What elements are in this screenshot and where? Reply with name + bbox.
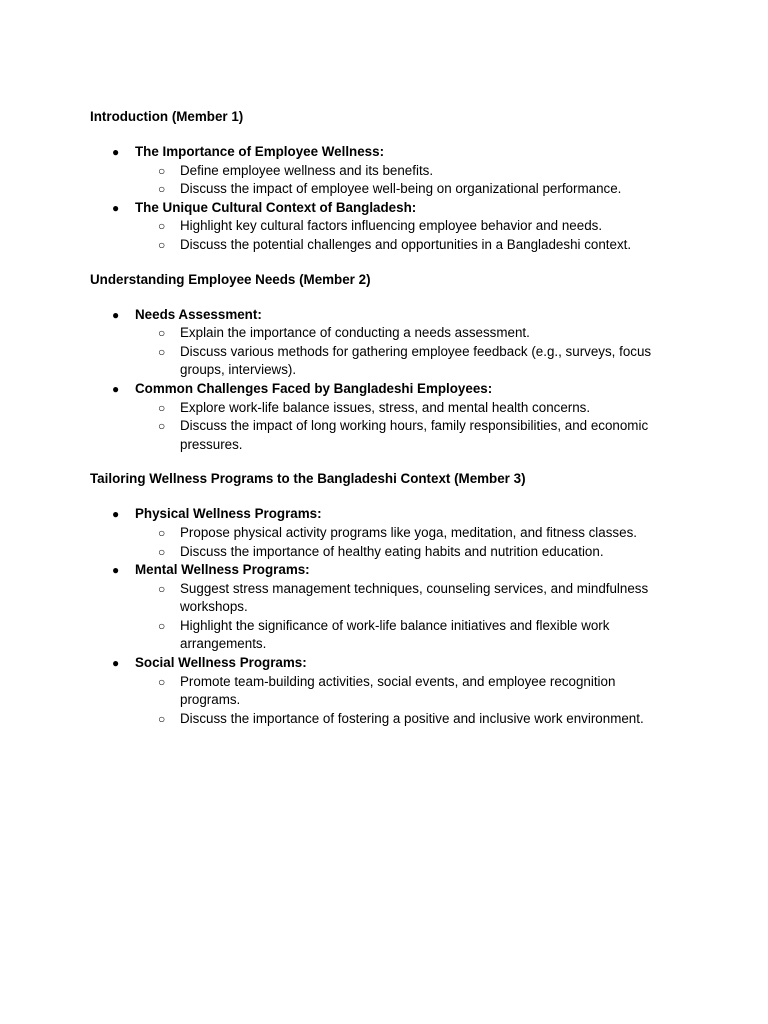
subtopic-text: Discuss the impact of employee well-being on organizational performance. [180, 181, 622, 197]
subtopic-list [135, 162, 690, 199]
subtopic-text: Discuss various methods for gathering employee feedback (e.g., surveys, focus groups, interviews). [180, 343, 652, 378]
subtopic-item [135, 217, 670, 236]
hollow-bullet-icon: ○ [158, 544, 166, 559]
subtopic-text: Define employee wellness and its benefits. [180, 162, 434, 178]
topic-item [90, 561, 690, 654]
hollow-bullet-icon: ○ [158, 182, 166, 197]
subtopic-item [135, 236, 670, 255]
subtopic-list [135, 324, 690, 380]
subtopic-list [135, 580, 690, 654]
topic-item [90, 143, 690, 199]
hollow-bullet-icon: ○ [158, 674, 166, 689]
section-employee-needs [90, 271, 690, 455]
subtopic-text: Highlight the significance of work-life balance initiatives and flexible work arrangements. [180, 617, 610, 652]
topic-title: The Unique Cultural Context of Bangladesh: [135, 199, 417, 215]
bullet-icon: ● [112, 200, 120, 215]
topic-item [90, 380, 690, 454]
subtopic-text: Discuss the importance of healthy eating habits and nutrition education. [180, 543, 604, 559]
subtopic-item [135, 673, 670, 710]
section-heading: Introduction (Member 1) [90, 109, 244, 124]
hollow-bullet-icon: ○ [158, 344, 166, 359]
subtopic-item [135, 524, 670, 543]
hollow-bullet-icon: ○ [158, 326, 166, 341]
hollow-bullet-icon: ○ [158, 525, 166, 540]
subtopic-text: Highlight key cultural factors influencing employee behavior and needs. [180, 218, 603, 234]
section-heading: Tailoring Wellness Programs to the Bangladeshi Context (Member 3) [90, 471, 526, 487]
subtopic-text: Discuss the impact of long working hours, family responsibilities, and economic pressures. [180, 418, 649, 452]
subtopic-item [135, 417, 670, 454]
topic-title: Needs Assessment: [135, 306, 262, 322]
hollow-bullet-icon: ○ [158, 618, 166, 633]
topic-item [90, 199, 690, 255]
bullet-icon: ● [112, 563, 120, 578]
subtopic-text: Discuss the importance of fostering a positive and inclusive work environment. [180, 710, 644, 726]
subtopic-item [135, 543, 670, 562]
topic-list [90, 143, 690, 255]
subtopic-text: Suggest stress management techniques, counseling services, and mindfulness workshops. [180, 580, 649, 615]
topic-title: The Importance of Employee Wellness: [135, 144, 385, 159]
topic-list [90, 306, 690, 455]
section-introduction [90, 108, 690, 255]
topic-title: Physical Wellness Programs: [135, 506, 322, 522]
topic-item [90, 654, 690, 728]
subtopic-text: Discuss the potential challenges and opportunities in a Bangladeshi context. [180, 236, 632, 252]
topic-list [90, 505, 690, 728]
subtopic-item [135, 162, 670, 181]
bullet-icon: ● [112, 307, 120, 322]
subtopic-item [135, 180, 670, 199]
hollow-bullet-icon: ○ [158, 219, 166, 234]
hollow-bullet-icon: ○ [158, 711, 166, 726]
hollow-bullet-icon: ○ [158, 237, 166, 252]
topic-item [90, 505, 690, 561]
subtopic-item [135, 343, 670, 380]
subtopic-item [135, 399, 670, 418]
subtopic-item [135, 617, 670, 654]
bullet-icon: ● [112, 656, 120, 671]
subtopic-list [135, 524, 690, 561]
subtopic-list [135, 399, 690, 455]
section-wellness-programs [90, 470, 690, 728]
hollow-bullet-icon: ○ [158, 400, 166, 415]
bullet-icon: ● [112, 145, 120, 159]
topic-title: Mental Wellness Programs: [135, 562, 310, 578]
subtopic-list [135, 673, 690, 729]
subtopic-text: Propose physical activity programs like yoga, meditation, and fitness classes. [180, 524, 637, 540]
hollow-bullet-icon: ○ [158, 581, 166, 596]
subtopic-list [135, 217, 690, 254]
subtopic-text: Promote team-building activities, social events, and employee recognition programs. [180, 673, 616, 708]
subtopic-text: Explain the importance of conducting a needs assessment. [180, 325, 530, 341]
subtopic-text: Explore work-life balance issues, stress, and mental health concerns. [180, 399, 591, 415]
subtopic-item [135, 710, 670, 729]
subtopic-item [135, 580, 670, 617]
topic-item [90, 306, 690, 380]
hollow-bullet-icon: ○ [158, 163, 166, 178]
topic-title: Social Wellness Programs: [135, 655, 307, 671]
subtopic-item [135, 324, 670, 343]
bullet-icon: ● [112, 381, 120, 396]
hollow-bullet-icon: ○ [158, 419, 166, 434]
document-body [90, 108, 690, 744]
bullet-icon: ● [112, 507, 120, 522]
section-heading: Understanding Employee Needs (Member 2) [90, 271, 371, 287]
topic-title: Common Challenges Faced by Bangladeshi Employees: [135, 380, 493, 396]
